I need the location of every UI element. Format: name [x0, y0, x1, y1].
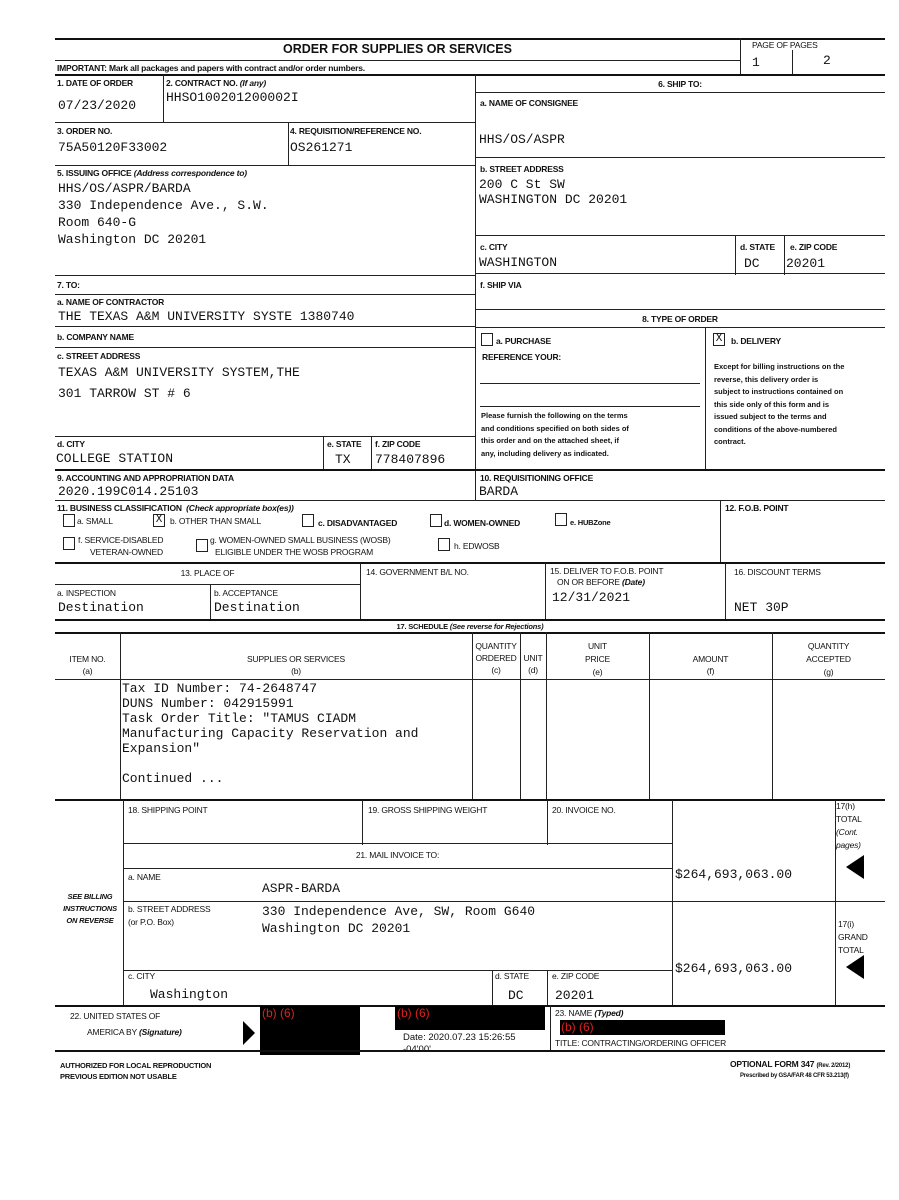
order-no-value: 75A50120F33002: [58, 140, 168, 155]
rule: [735, 235, 736, 275]
purchase-label: a. PURCHASE: [496, 336, 551, 346]
col-supplies: SUPPLIES OR SERVICES (b): [247, 654, 345, 676]
schedule-label: 17. SCHEDULE (See reverse for Rejections): [396, 622, 544, 631]
page-number: 1: [752, 55, 760, 70]
contract-no-value: HHSO100201200002I: [166, 90, 299, 105]
typed-name-label: 23. NAME (Typed): [555, 1008, 624, 1018]
rule: [55, 584, 360, 585]
contractor-zip-label: f. ZIP CODE: [375, 439, 421, 449]
invoice-state-label: d. STATE: [495, 971, 529, 981]
rule: [784, 235, 785, 275]
invoice-name-label: a. NAME: [128, 872, 161, 882]
total-cont-label: 17(h) TOTAL (Cont. pages): [836, 801, 862, 850]
rule: [705, 327, 706, 470]
redaction-code: (b) (6): [561, 1020, 594, 1034]
rule: [123, 868, 672, 869]
grand-total-label: 17(i) GRAND TOTAL: [838, 919, 868, 955]
contractor-name-value: THE TEXAS A&M UNIVERSITY SYSTE 1380740: [58, 309, 355, 324]
invoice-street-label: b. STREET ADDRESS: [128, 904, 211, 914]
col-unit-price: UNIT PRICE (e): [585, 641, 610, 677]
rule: [672, 800, 673, 1005]
type-of-order-label: 8. TYPE OF ORDER: [642, 314, 718, 324]
rule: [55, 436, 475, 437]
rule: [55, 1050, 885, 1052]
consignee-value: HHS/OS/ASPR: [479, 132, 565, 147]
schedule-description: Tax ID Number: 74-2648747 DUNS Number: 042915991 Task Order Title: "TAMUS CIADM Manufacturing Capacity Reservation and Expansion" Continued ...: [122, 681, 419, 786]
requisition-no-value: OS261271: [290, 140, 353, 155]
acceptance-label: b. ACCEPTANCE: [214, 588, 278, 598]
deliver-date-value: 12/31/2021: [552, 590, 631, 605]
women-owned-checkbox[interactable]: [430, 514, 442, 527]
rule: [547, 800, 548, 845]
veteran-owned-label: VETERAN-OWNED: [90, 547, 163, 557]
col-unit: UNIT (d): [523, 653, 543, 675]
billing-note: SEE BILLING INSTRUCTIONS ON REVERSE: [63, 892, 117, 925]
service-disabled-checkbox[interactable]: [63, 537, 75, 550]
deliver-fob-label: 15. DELIVER TO F.O.B. POINT: [550, 566, 664, 576]
rule: [55, 347, 475, 348]
rule: [475, 273, 885, 274]
rule: [547, 970, 548, 1005]
rule: [480, 406, 700, 407]
invoice-zip-label: e. ZIP CODE: [552, 971, 600, 981]
ship-via-label: f. SHIP VIA: [480, 280, 522, 290]
hubzone-label: e. HUBZone: [570, 518, 611, 527]
rule: [792, 50, 793, 74]
rule: [475, 74, 476, 500]
prescribed-by: Prescribed by GSA/FAR 48 CFR 53.213(f): [740, 1073, 849, 1079]
rule: [55, 326, 475, 327]
ship-zip-label: e. ZIP CODE: [790, 242, 838, 252]
rule: [55, 632, 885, 634]
rule: [55, 74, 885, 76]
inspection-value: Destination: [58, 600, 144, 615]
contract-no-label: 2. CONTRACT NO. (If any): [166, 78, 267, 88]
accounting-label: 9. ACCOUNTING AND APPROPRIATION DATA: [57, 473, 234, 483]
rule: [55, 500, 885, 501]
rule: [55, 679, 885, 680]
accounting-value: 2020.199C014.25103: [58, 484, 199, 499]
small-label: a. SMALL: [77, 516, 113, 526]
gov-bl-label: 14. GOVERNMENT B/L NO.: [366, 567, 469, 577]
contractor-state-label: e. STATE: [327, 439, 362, 449]
gross-weight-label: 19. GROSS SHIPPING WEIGHT: [368, 805, 488, 815]
rule: [550, 1005, 551, 1050]
issuing-office-address: HHS/OS/ASPR/BARDA 330 Independence Ave., S.W. Room 640-G Washington DC 20201: [58, 181, 269, 247]
ship-street-label: b. STREET ADDRESS: [480, 164, 564, 174]
page-count: 2: [823, 53, 831, 68]
col-amount: AMOUNT (f): [692, 654, 729, 676]
ship-to-label: 6. SHIP TO:: [658, 79, 702, 89]
edwosb-label: h. EDWOSB: [454, 541, 500, 551]
col-quantity-ordered: QUANTITY ORDERED (c): [475, 641, 517, 675]
signature-arrow-icon: [243, 1021, 255, 1045]
total-cont-pages-value: $264,693,063.00: [675, 867, 793, 882]
rule: [545, 563, 546, 620]
signature-label: 22. UNITED STATES OF: [70, 1011, 161, 1021]
form-number: OPTIONAL FORM 347 (Rev. 2/2012): [730, 1059, 851, 1069]
purchase-note: Please furnish the following on the terms and conditions specified on both sides of this order and on the attached sheet, if any, including delivery as indicated.: [481, 411, 629, 458]
rule: [55, 562, 885, 564]
rule: [360, 563, 361, 620]
rule: [288, 122, 289, 165]
rule: [720, 500, 721, 563]
ship-state-value: DC: [744, 256, 760, 271]
rule: [475, 235, 885, 236]
rule: [475, 92, 885, 93]
rule: [123, 843, 672, 844]
women-owned-label: d. WOMEN-OWNED: [444, 518, 521, 528]
requisitioning-office-value: BARDA: [479, 484, 519, 499]
other-than-small-label: b. OTHER THAN SMALL: [170, 516, 261, 526]
to-label: 7. TO:: [57, 280, 80, 290]
discount-terms-label: 16. DISCOUNT TERMS: [734, 567, 821, 577]
ship-city-value: WASHINGTON: [479, 255, 558, 270]
rule: [475, 309, 885, 310]
consignee-label: a. NAME OF CONSIGNEE: [480, 98, 579, 108]
rule: [55, 122, 475, 123]
fob-point-label: 12. F.O.B. POINT: [725, 503, 789, 513]
form-title: ORDER FOR SUPPLIES OR SERVICES: [283, 42, 512, 56]
edwosb-checkbox[interactable]: [438, 538, 450, 551]
signature-label-2: AMERICA BY (Signature): [87, 1027, 182, 1037]
rule: [123, 901, 885, 902]
invoice-street-value: 330 Independence Ave, SW, Room G640 Washington DC 20201: [262, 904, 536, 936]
disadvantaged-label: c. DISADVANTAGED: [318, 518, 398, 528]
delivery-note: Except for billing instructions on the reverse, this delivery order is subject to instructions contained on this side only of this form and is issued subject to the terms and conditions of the above-numbered contract.: [714, 362, 845, 446]
important-notice: IMPORTANT: Mark all packages and papers with contract and/or order numbers.: [57, 63, 365, 73]
on-or-before-label: ON OR BEFORE (Date): [557, 577, 645, 587]
rule: [55, 165, 475, 166]
business-class-label: 11. BUSINESS CLASSIFICATION (Check appropriate box(es)): [57, 503, 294, 513]
officer-title: TITLE: CONTRACTING/ORDERING OFFICER: [555, 1038, 727, 1048]
contractor-city-label: d. CITY: [57, 439, 85, 449]
rule: [740, 38, 741, 74]
contractor-street-value: TEXAS A&M UNIVERSITY SYSTEM,THE 301 TARROW ST # 6: [58, 365, 300, 401]
rule: [362, 800, 363, 845]
issuing-office-label: 5. ISSUING OFFICE (Address correspondence to): [57, 168, 247, 178]
invoice-zip-value: 20201: [555, 988, 595, 1003]
requisitioning-office-label: 10. REQUISITIONING OFFICE: [480, 473, 594, 483]
signature-date: Date: 2020.07.23 15:26:55 -04'00': [403, 1032, 516, 1055]
ship-street-value: 200 C St SW WASHINGTON DC 20201: [479, 177, 628, 207]
page-label: PAGE OF PAGES: [752, 40, 818, 50]
date-of-order-label: 1. DATE OF ORDER: [57, 78, 133, 88]
invoice-city-label: c. CITY: [128, 971, 155, 981]
reference-your-label: REFERENCE YOUR:: [482, 352, 562, 362]
invoice-name-value: ASPR-BARDA: [262, 881, 341, 896]
rule: [55, 275, 475, 276]
small-checkbox[interactable]: [63, 514, 75, 527]
redaction-code: (b) (6): [262, 1006, 295, 1020]
rule: [371, 436, 372, 470]
rule: [210, 584, 211, 620]
rule: [475, 327, 885, 328]
rule: [480, 383, 700, 384]
wosb-label: g. WOMEN-OWNED SMALL BUSINESS (WOSB): [210, 535, 391, 545]
contractor-zip-value: 778407896: [375, 452, 446, 467]
contractor-street-label: c. STREET ADDRESS: [57, 351, 141, 361]
ship-state-label: d. STATE: [740, 242, 775, 252]
order-no-label: 3. ORDER NO.: [57, 126, 113, 136]
footer-left: AUTHORIZED FOR LOCAL REPRODUCTION PREVIOUS EDITION NOT USABLE: [60, 1061, 212, 1081]
service-disabled-label: f. SERVICE-DISABLED: [78, 535, 164, 545]
delivery-checkbox[interactable]: X: [713, 333, 725, 346]
mail-invoice-label: 21. MAIL INVOICE TO:: [355, 850, 440, 860]
grand-total-value: $264,693,063.00: [675, 961, 793, 976]
col-quantity-accepted: QUANTITY ACCEPTED (g): [806, 641, 851, 677]
requisition-no-label: 4. REQUISITION/REFERENCE NO.: [290, 126, 422, 136]
other-than-small-checkbox[interactable]: X: [153, 514, 165, 527]
ship-city-label: c. CITY: [480, 242, 508, 252]
inspection-label: a. INSPECTION: [57, 588, 116, 598]
acceptance-value: Destination: [214, 600, 300, 615]
rule: [55, 799, 885, 801]
invoice-city-value: Washington: [150, 987, 229, 1002]
rule: [123, 800, 124, 1005]
company-name-label: b. COMPANY NAME: [57, 332, 134, 342]
rule: [475, 157, 885, 158]
arrow-left-icon: [846, 955, 864, 979]
rule: [55, 619, 885, 621]
wosb-eligible-label: ELIGIBLE UNDER THE WOSB PROGRAM: [215, 547, 374, 557]
rule: [55, 294, 475, 295]
invoice-pobox-label: (or P.O. Box): [128, 917, 174, 927]
wosb-checkbox[interactable]: [196, 539, 208, 552]
shipping-point-label: 18. SHIPPING POINT: [128, 805, 208, 815]
rule: [55, 60, 740, 61]
ship-zip-value: 20201: [786, 256, 826, 271]
contractor-city-value: COLLEGE STATION: [56, 451, 174, 466]
place-of-label: 13. PLACE OF: [180, 568, 235, 578]
redaction-code: (b) (6): [397, 1006, 430, 1020]
arrow-left-icon: [846, 855, 864, 879]
rule: [163, 74, 164, 122]
rule: [323, 436, 324, 470]
rule: [725, 563, 726, 620]
purchase-checkbox[interactable]: [481, 333, 493, 346]
invoice-no-label: 20. INVOICE NO.: [552, 805, 616, 815]
contractor-state-value: TX: [335, 452, 351, 467]
date-of-order-value: 07/23/2020: [58, 98, 137, 113]
rule: [55, 469, 885, 471]
disadvantaged-checkbox[interactable]: [302, 514, 314, 527]
contractor-name-label: a. NAME OF CONTRACTOR: [57, 297, 165, 307]
hubzone-checkbox[interactable]: [555, 513, 567, 526]
delivery-label: b. DELIVERY: [731, 336, 781, 346]
discount-terms-value: NET 30P: [734, 600, 789, 615]
col-item-no: ITEM NO. (a): [69, 654, 106, 676]
invoice-state-value: DC: [508, 988, 524, 1003]
rule: [492, 970, 493, 1005]
